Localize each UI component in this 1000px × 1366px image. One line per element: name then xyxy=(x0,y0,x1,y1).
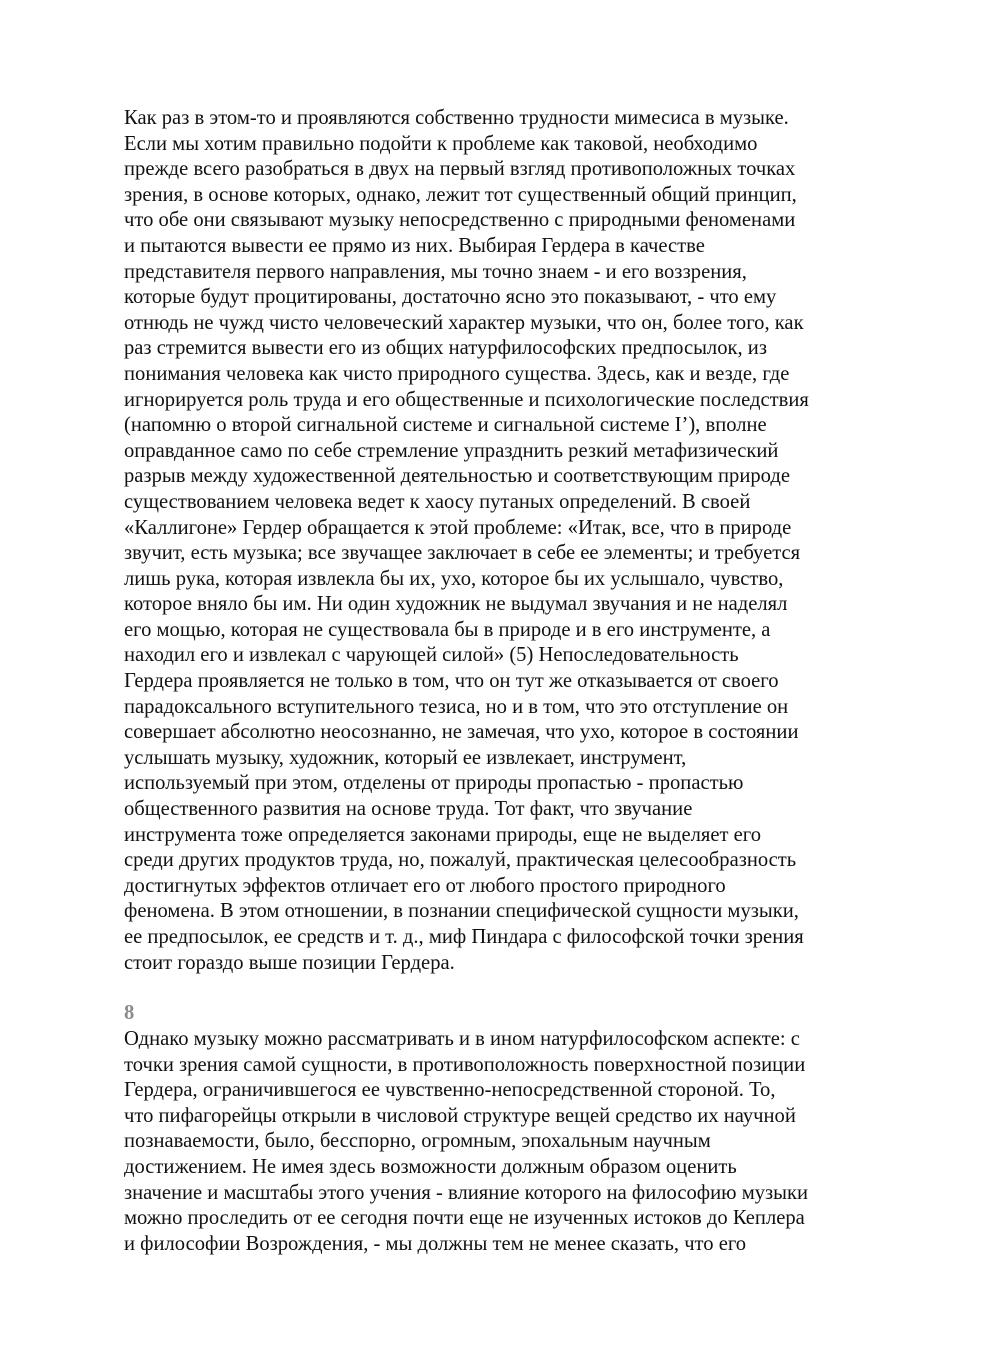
section-number: 8 xyxy=(124,1002,135,1025)
text-line: понимания человека как чисто природного существа. Здесь, как и везде, где xyxy=(124,362,790,385)
text-line: Гердера, ограничившегося ее чувственно-непосредственной стороной. То, xyxy=(124,1079,776,1102)
text-line: что пифагорейцы открыли в числовой структуре вещей средство их научной xyxy=(124,1104,796,1127)
text-line: ее предпосылок, ее средств и т. д., миф Пиндара с философской точки зрения xyxy=(124,926,804,948)
text-line: отнюдь не чужд чисто человеческий характер музыки, что он, более того, как xyxy=(124,311,804,334)
text-line: Если мы хотим правильно подойти к проблеме как таковой, необходимо xyxy=(124,132,758,155)
text-line: раз стремится вывести его из общих натурфилософских предпосылок, из xyxy=(124,337,767,360)
text-line: (напомню о второй сигнальной системе и сигнальной системе I’), вполне xyxy=(124,414,767,437)
text-line: существованием человека ведет к хаосу путаных определений. В своей xyxy=(124,490,751,513)
text-line: стоит гораздо выше позиции Гердера. xyxy=(124,951,455,974)
text-line: Гердера проявляется не только в том, что он тут же отказывается от своего xyxy=(124,670,779,693)
text-line: инструмента тоже определяется законами природы, еще не выделяет его xyxy=(124,823,762,846)
text-line: и пытаются вывести ее прямо из них. Выбирая Гердера в качестве xyxy=(124,234,705,257)
text-line: используемый при этом, отделены от природы пропастью - пропастью xyxy=(124,772,744,795)
text-line: его мощью, которая не существовала бы в природе и в его инструменте, а xyxy=(124,618,771,641)
text-line: точки зрения самой сущности, в противоположность поверхностной позиции xyxy=(124,1053,806,1076)
text-line: игнорируется роль труда и его общественные и психологические последствия xyxy=(124,388,809,411)
text-line: достигнутых эффектов отличает его от любого простого природного xyxy=(124,874,726,897)
text-line: «Каллигоне» Гердер обращается к этой проблеме: «Итак, все, что в природе xyxy=(124,516,792,539)
text-line: которые будут процитированы, достаточно ясно это показывают, - что ему xyxy=(124,286,777,309)
text-line: общественного развития на основе труда. Тот факт, что звучание xyxy=(124,798,693,821)
text-line: разрыв между художественной деятельностью и соответствующим природе xyxy=(124,465,790,488)
text-line: находил его и извлекал с чарующей силой» (5) Непоследовательность xyxy=(124,644,739,667)
text-line: и философии Возрождения, - мы должны тем не менее сказать, что его xyxy=(124,1232,747,1255)
document-page xyxy=(124,106,884,1257)
text-line: услышать музыку, художник, который ее извлекает, инструмент, xyxy=(124,746,687,769)
text-line: феномена. В этом отношении, в познании специфической сущности музыки, xyxy=(124,900,799,923)
text-line: совершает абсолютно неосознанно, не замечая, что ухо, которое в состоянии xyxy=(124,721,799,744)
text-line: которое вняло бы им. Ни один художник не выдумал звучания и не наделял xyxy=(124,593,788,616)
text-line: достижением. Не имея здесь возможности должным образом оценить xyxy=(124,1155,737,1178)
text-line: парадоксального вступительного тезиса, но и в том, что это отступление он xyxy=(124,695,789,718)
text-line: представителя первого направления, мы точно знаем - и его воззрения, xyxy=(124,260,747,283)
text-line: можно проследить от ее сегодня почти еще не изученных истоков до Кеплера xyxy=(124,1207,805,1230)
text-line: Как раз в этом-то и проявляются собственно трудности мимесиса в музыке. xyxy=(124,107,789,129)
paragraph-2 xyxy=(124,1027,884,1257)
text-line: Однако музыку можно рассматривать и в ином натурфилософском аспекте: с xyxy=(124,1027,800,1050)
text-line: лишь рука, которая извлекла бы их, ухо, которое бы их услышало, чувство, xyxy=(124,567,784,590)
text-line: среди других продуктов труда, но, пожалуй, практическая целесообразность xyxy=(124,849,797,872)
paragraph-1 xyxy=(124,106,884,976)
section-8 xyxy=(124,1001,884,1257)
text-line: что обе они связывают музыку непосредственно с природными феноменами xyxy=(124,209,796,232)
text-line: оправданное само по себе стремление упразднить резкий метафизический xyxy=(124,439,779,462)
text-line: зрения, в основе которых, однако, лежит тот существенный общий принцип, xyxy=(124,183,797,206)
text-line: значение и масштабы этого учения - влияние которого на философию музыки xyxy=(124,1181,809,1204)
text-line: прежде всего разобраться в двух на первый взгляд противоположных точках xyxy=(124,158,796,181)
text-line: звучит, есть музыка; все звучащее заключает в себе ее элементы; и требуется xyxy=(124,542,801,565)
text-line: познаваемости, было, бесспорно, огромным, эпохальным научным xyxy=(124,1130,711,1153)
